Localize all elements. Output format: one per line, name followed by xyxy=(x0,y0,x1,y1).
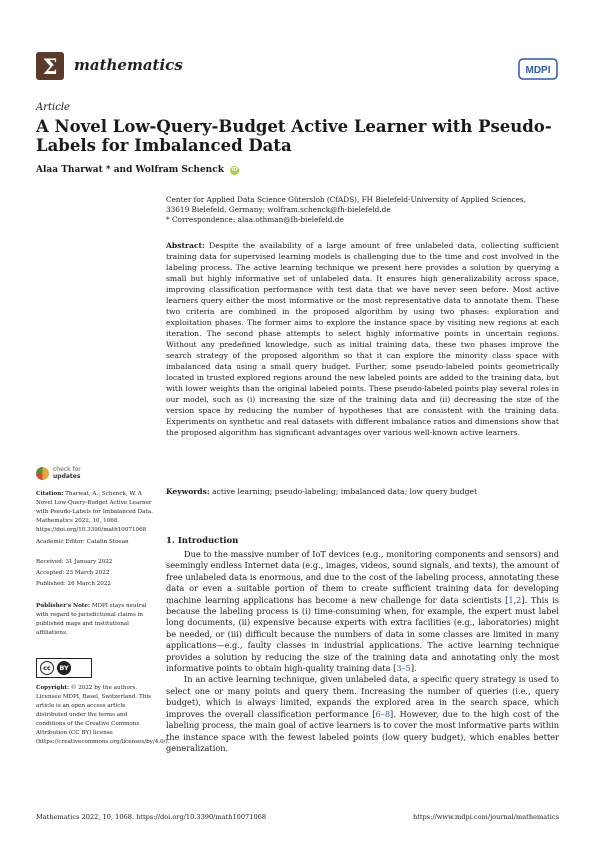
accepted-date: Accepted: 23 March 2022 xyxy=(36,570,110,576)
journal-logo: Σ xyxy=(36,52,64,80)
citation-ref-link[interactable]: 3–5 xyxy=(396,663,411,674)
received-date: Received: 31 January 2022 xyxy=(36,559,113,565)
citation xyxy=(36,490,154,535)
affiliation-line-2: 33619 Bielefeld, Germany; wolfram.schenck@fh-bielefeld.de xyxy=(166,205,391,214)
page-footer xyxy=(36,813,559,821)
published-date: Published: 26 March 2022 xyxy=(36,581,111,587)
correspondence: * Correspondence: alaa.othman@fh-bielefeld.de xyxy=(166,215,344,224)
abstract-label: Abstract: xyxy=(166,241,205,250)
citation-ref-link[interactable]: 2 xyxy=(516,594,522,605)
publisher-note-text: MDPI stays neutral with regard to jurisdictional claims in published maps and institutional affiliations. xyxy=(36,603,147,636)
citation-text: Tharwat, A.; Schenck, W. A Novel Low-Query-Budget Active Learner with Pseudo-Labels for Imbalanced Data. Mathematics 2022, 10, 1068. https://doi.org/10.3390/math10071068 xyxy=(36,491,153,533)
article-type: Article xyxy=(36,102,70,113)
citation-label: Citation: xyxy=(36,491,64,497)
paragraph-2 xyxy=(166,674,559,754)
citation-ref-link[interactable]: 1 xyxy=(508,594,514,605)
paragraph-text: ]. xyxy=(410,663,417,674)
journal-name: mathematics xyxy=(74,56,183,74)
copyright xyxy=(36,684,170,747)
keywords-label: Keywords: xyxy=(166,487,210,496)
orcid-icon[interactable]: iD xyxy=(231,167,238,173)
copyright-text: © 2022 by the authors. Licensee MDPI, Basel, Switzerland. This article is an open access article distributed under the terms and conditions of the Creative Commons Attribution (CC BY) license (https://creativecommons.org/licenses/by/4.0/). xyxy=(36,685,170,745)
svg-text:MDPI: MDPI xyxy=(525,65,551,76)
by-icon: BY xyxy=(57,661,71,675)
author-line xyxy=(36,165,239,175)
intro-body xyxy=(166,549,559,754)
publisher-note xyxy=(36,602,154,638)
paragraph-1 xyxy=(166,549,559,674)
check-updates-icon xyxy=(36,467,49,480)
footer-citation: Mathematics 2022, 10, 1068. https://doi.org/10.3390/math10071068 xyxy=(36,813,267,821)
paragraph-text: , xyxy=(513,594,517,605)
authors: Alaa Tharwat * and Wolfram Schenck xyxy=(36,165,224,175)
paragraph-text: ]. However, due to the high cost of the labeling process, the main goal of active learners is to cover the most informative parts within the instance space with the fewest labeled points (low query budget), which enables better generalization. xyxy=(166,708,559,753)
footer-url[interactable]: https://www.mdpi.com/journal/mathematics xyxy=(412,813,559,821)
copyright-label: Copyright: xyxy=(36,685,70,691)
paragraph-text: Due to the massive number of IoT devices (e.g., monitoring components and sensors) and seemingly endless Internet data (e.g., images, videos, sound signals, and texts), the amount of free unlabeled data is enormous, and due to the cost of the labeling process, annotating these data or even a suitable portion of them to create sufficient training data for developing machine learning applications has become a new challenge for data scientists [ xyxy=(166,549,559,605)
abstract xyxy=(166,240,559,438)
section-heading: 1. Introduction xyxy=(166,536,239,546)
abstract-text: Despite the availability of a large amount of free unlabeled data, collecting sufficient training data for supervised learning models is challenging due to the time and cost involved in the labeling process. The active learning technique we present here provides a solution by querying a small but highly informative set of unlabeled data. It ensures high generalizability across space, improving classification performance with test data that we have never seen before. Most active learners query either the most informative or the most representative data to annotate them. These two criteria are combined in the proposed algorithm by using two phases: exploration and exploitation phases. The former aims to explore the instance space by visiting new regions at each iteration. The second phase attempts to select highly informative points in uncertain regions. Without any predefined knowledge, such as initial training data, these two phases improve the search strategy of the proposed algorithm so that it can explore the minority class space with imbalanced data using a small query budget. Further, some pseudo-labeled points geometrically located in trusted explored regions around the new labeled points are added to the training data, but with lower weights than the original labeled points. These pseudo-labeled points play several roles in our model, such as (i) increasing the size of the training data and (ii) decreasing the size of the version space by reducing the number of hypotheses that are consistent with the training data. Experiments on synthetic and real datasets with different imbalance ratios and dimensions show that the proposed algorithm has significant advantages over various well-known active learners. xyxy=(166,241,559,437)
paragraph-text: In an active learning technique, given unlabeled data, a specific query strategy is used to select one or many points and query them. Increasing the number of queries (i.e., query budget), which is always limited, expands the explored area in the search space, which improves the overall classification performance [ xyxy=(166,674,559,719)
keywords-text: active learning; pseudo-labeling; imbalanced data; low query budget xyxy=(212,487,478,496)
paragraph-text: ]. This is because the labeling process is (i) time-consuming when, for example, the expert must label long documents, (ii) expensive because experts with extra facilities (e.g., laboratories) might be needed, or (iii) difficult because the numbers of data in some classes are limited in many applications—e.g., faulty classes in industrial applications. The active learning technique provides a solution by reducing the size of the training data and annotating only the most informative points to obtain high-quality training data [ xyxy=(166,594,559,674)
cc-icon: cc xyxy=(40,661,54,675)
affiliation xyxy=(166,195,556,225)
publisher-note-label: Publisher's Note: xyxy=(36,603,91,609)
check-updates-label: check for updates xyxy=(53,466,81,480)
citation-ref-link[interactable]: 6–8 xyxy=(375,708,391,719)
academic-editor: Academic Editor: Catalin Stoean xyxy=(36,539,129,545)
affiliation-line-1: Center for Applied Data Science Gütersloh (CfADS), FH Bielefeld-University of Applied Sciences, xyxy=(166,195,526,204)
mdpi-logo xyxy=(518,58,558,84)
keywords xyxy=(166,486,559,497)
paper-title: A Novel Low-Query-Budget Active Learner with Pseudo-Labels for Imbalanced Data xyxy=(36,117,552,155)
check-for-updates[interactable] xyxy=(36,466,81,480)
cc-by-badge[interactable] xyxy=(36,658,92,678)
